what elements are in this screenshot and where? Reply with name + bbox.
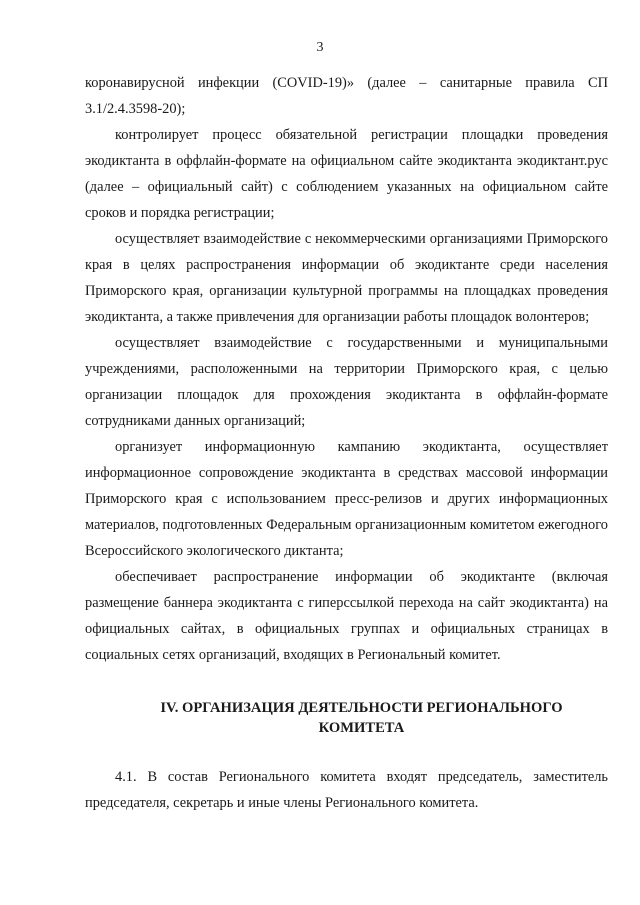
paragraph-info-distribution: обеспечивает распространение информации об экодиктанте (включая размещение баннера экодиктанта с гиперссылкой перехода на сайт экодиктанта) на официальных сайтах, в официальных группах и официальных страницах в социальных сетях организаций, входящих в Региональный комитет. bbox=[85, 569, 608, 663]
document-body bbox=[85, 70, 608, 816]
section-heading bbox=[85, 698, 608, 738]
paragraph-state-institutions: осуществляет взаимодействие с государственными и муниципальными учреждениями, расположенными на территории Приморского края, с целью организации площадок для прохождения экодиктанта в оффлайн-формате сотрудниками данных организаций; bbox=[85, 335, 608, 429]
page-number: 3 bbox=[316, 40, 324, 55]
paragraph-registration-control: контролирует процесс обязательной регистрации площадки проведения экодиктанта в оффлайн-формате на официальном сайте экодиктанта экодиктант.рус (далее – официальный сайт) с соблюдением указанных на официальном сайте сроков и порядка регистрации; bbox=[85, 127, 608, 221]
paragraph-info-campaign: организует информационную кампанию экодиктанта, осуществляет информационное сопровождение экодиктанта в средствах массовой информации Приморского края с использованием пресс-релизов и других информационных материалов, подготовленных Федеральным организационным комитетом ежегодного Всероссийского экологического диктанта; bbox=[85, 439, 608, 559]
paragraph-continuation: коронавирусной инфекции (COVID-19)» (далее – санитарные правила СП 3.1/2.4.3598-20); bbox=[85, 75, 608, 117]
section-heading-line-1: IV. ОРГАНИЗАЦИЯ ДЕЯТЕЛЬНОСТИ РЕГИОНАЛЬНОГО bbox=[160, 700, 563, 716]
clause-4-1: 4.1. В состав Регионального комитета входят председатель, заместитель председателя, секретарь и иные члены Регионального комитета. bbox=[85, 769, 608, 811]
section-heading-line-2: КОМИТЕТА bbox=[318, 720, 405, 736]
paragraph-nko-interaction: осуществляет взаимодействие с некоммерческими организациями Приморского края в целях распространения информации об экодиктанте среди населения Приморского края, организации культурной программы на площадках проведения экодиктанта, а также привлечения для организации работы площадок волонтеров; bbox=[85, 231, 608, 325]
